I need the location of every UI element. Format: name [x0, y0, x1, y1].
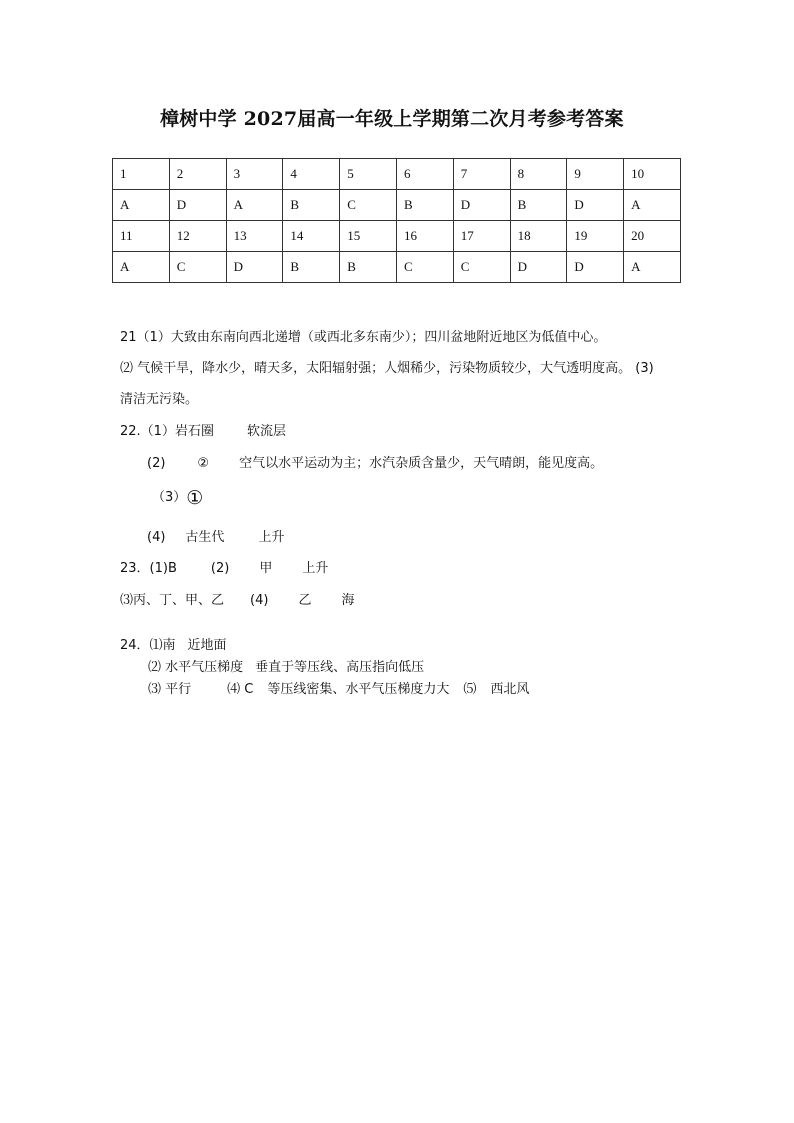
q22-part-2-circled: ②	[197, 456, 210, 471]
q24-part-5-answer: 西北风	[490, 682, 530, 697]
table-cell: A	[624, 190, 681, 221]
table-cell: 5	[340, 159, 397, 190]
table-cell: D	[567, 252, 624, 283]
table-cell: 7	[453, 159, 510, 190]
table-cell: 13	[226, 221, 283, 252]
table-cell: A	[113, 190, 170, 221]
table-cell: 19	[567, 221, 624, 252]
q23-part-4-answer: 乙	[298, 593, 312, 608]
table-cell: 12	[169, 221, 226, 252]
table-cell: B	[510, 190, 567, 221]
q22-part-3-answer: ①	[186, 486, 204, 509]
q22-part-2	[147, 452, 603, 471]
q22-part-1-label: 22.（1）岩石圈	[120, 424, 214, 439]
q24-line-2	[148, 656, 424, 675]
table-cell: B	[283, 252, 340, 283]
table-row	[113, 252, 681, 283]
table-cell: 18	[510, 221, 567, 252]
table-row	[113, 190, 681, 221]
q24-part-2: ⑵ 水平气压梯度	[148, 660, 244, 675]
table-cell: 8	[510, 159, 567, 190]
table-cell: 4	[283, 159, 340, 190]
q23-line-1	[120, 557, 328, 576]
q21-line-1: 21（1）大致由东南向西北递增（或西北多东南少）；四川盆地附近地区为低值中心。	[120, 330, 607, 345]
table-row	[113, 221, 681, 252]
answer-table	[112, 158, 681, 283]
table-cell: B	[283, 190, 340, 221]
table-cell: 2	[169, 159, 226, 190]
q22-part-1	[120, 420, 286, 439]
table-cell: 6	[396, 159, 453, 190]
table-cell: D	[169, 190, 226, 221]
q24-part-4: ⑷ C	[227, 682, 254, 697]
table-cell: 14	[283, 221, 340, 252]
table-cell: 3	[226, 159, 283, 190]
q24-line-1	[120, 634, 227, 653]
q23-line-2	[120, 589, 354, 608]
q24-part-1-answer-2: 近地面	[187, 638, 227, 653]
table-cell: 10	[624, 159, 681, 190]
table-cell: D	[453, 190, 510, 221]
table-cell: A	[624, 252, 681, 283]
q22-part-4	[147, 526, 284, 545]
q23-part-2-label: (2)	[210, 561, 230, 576]
q24-part-2-answer-2: 垂直于等压线、高压指向低压	[255, 660, 425, 675]
table-cell: 20	[624, 221, 681, 252]
table-cell: C	[169, 252, 226, 283]
table-cell: 15	[340, 221, 397, 252]
q24-line-3	[148, 678, 529, 697]
q21-line-2: ⑵ 气候干旱，降水少，晴天多，太阳辐射强；人烟稀少，污染物质较少，大气透明度高。 (3)	[120, 361, 654, 376]
q24-part-3: ⑶ 平行	[148, 682, 192, 697]
table-cell: D	[510, 252, 567, 283]
q24-part-5-label: ⑸	[463, 682, 477, 697]
table-cell: A	[226, 190, 283, 221]
table-cell: B	[396, 190, 453, 221]
q24-part-4-answer-2: 等压线密集、水平气压梯度力大	[267, 682, 450, 697]
q22-part-1-answer-2: 软流层	[246, 424, 286, 439]
q22-part-3-label: （3）	[152, 490, 187, 505]
q22-part-4-answer-2: 上升	[258, 530, 285, 545]
page-title: 樟树中学 2027届高一年级上学期第二次月考参考答案	[160, 108, 624, 130]
table-cell: C	[340, 190, 397, 221]
q23-part-4-answer-2: 海	[341, 593, 355, 608]
table-cell: 11	[113, 221, 170, 252]
q22-part-4-label: (4)	[147, 530, 166, 545]
q23-part-2-answer: 甲	[259, 561, 273, 576]
q23-part-1: 23．(1)B	[120, 561, 177, 576]
table-cell: C	[453, 252, 510, 283]
q23-part-2-answer-2: 上升	[302, 561, 329, 576]
q23-part-4-label: (4)	[250, 593, 269, 608]
q21-line-3: 清洁无污染。	[120, 392, 199, 407]
table-cell: A	[113, 252, 170, 283]
q22-part-2-label: (2)	[147, 456, 166, 471]
table-cell: C	[396, 252, 453, 283]
table-cell: 16	[396, 221, 453, 252]
table-cell: 17	[453, 221, 510, 252]
q22-part-4-answer-1: 古生代	[185, 530, 225, 545]
q24-part-1: 24．⑴南	[120, 638, 176, 653]
q22-part-2-answer: 空气以水平运动为主；水汽杂质含量少，天气晴朗，能见度高。	[239, 456, 604, 471]
table-cell: D	[567, 190, 624, 221]
table-cell: D	[226, 252, 283, 283]
table-cell: 9	[567, 159, 624, 190]
table-cell: B	[340, 252, 397, 283]
q23-part-3: ⑶丙、丁、甲、乙	[120, 593, 225, 608]
q22-part-3	[152, 486, 203, 509]
table-row	[113, 159, 681, 190]
table-cell: 1	[113, 159, 170, 190]
